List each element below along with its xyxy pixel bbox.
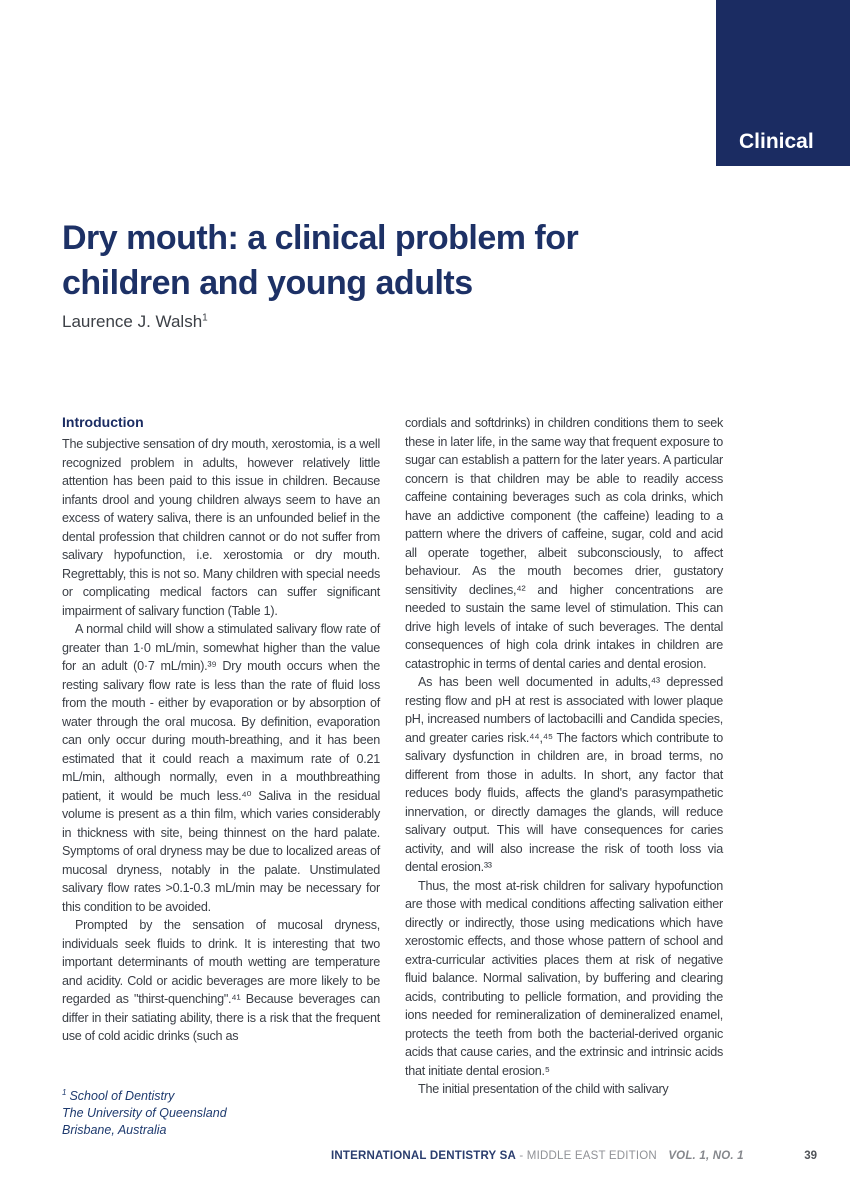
- article-title-line1: Dry mouth: a clinical problem for: [62, 218, 579, 257]
- paragraph: Thus, the most at-risk children for salivary hypofunction are those with medical conditions affecting salivation either directly or indirectly, those using medications which have xerostomic effects, and those whose pattern of school and extra-curricular activities places them at risk of negative fluid balance. Normal salivation, by buffering and clearing acids, contributing to pellicle formation, and providing the ions needed for remineralization of demineralized enamel, protects the teeth from both the bacterial-derived organic acids that cause caries, and the extrinsic and intrinsic acids that initiate dental erosion.⁵: [405, 878, 723, 1078]
- paragraph: The subjective sensation of dry mouth, xerostomia, is a well recognized problem in adults, however relatively little attention has been paid to this issue in children. Because infants drool and young children always seem to have an excess of watery saliva, there is an unfounded belief in the dental profession that children cannot or do not suffer from salivary hypofunction, i.e. xerostomia or dry mouth. Regrettably, this is not so. Many children with special needs or complicating medical factors can suffer significant impairment of salivary function (Table 1).: [62, 437, 380, 618]
- author-byline: [62, 312, 208, 332]
- journal-name: INTERNATIONAL DENTISTRY SA: [331, 1150, 516, 1162]
- left-column: [62, 414, 380, 1099]
- footnote-line: The University of Queensland: [62, 1106, 227, 1121]
- category-tab: [716, 0, 850, 166]
- author-name: Laurence J. Walsh: [62, 312, 203, 331]
- paragraph: Prompted by the sensation of mucosal dryness, individuals seek fluids to drink. It is interesting that two important determinants of mouth wetting are temperature and acidity. Cold or acidic beverages are more likely to be regarded as "thirst-quenching".⁴¹ Because beverages can differ in their satiating ability, there is a risk that the frequent use of cold acidic drinks (such as: [62, 918, 380, 1043]
- right-column: [405, 414, 723, 1099]
- page-number: 39: [804, 1150, 817, 1162]
- footnote-line: Brisbane, Australia: [62, 1123, 167, 1138]
- paragraph: cordials and softdrinks) in children conditions them to seek these in later life, in the same way that frequent exposure to sugar can establish a pattern for the later years. A particular concern is that children may be able to readily access caffeine containing beverages such as cola drinks, which have an addictive component (the caffeine) leading to a pattern where the drivers of caffeine, sugar, cold and acid all operate together, albeit subconsciously, to affect behaviour. As the mouth becomes drier, gustatory sensitivity declines,⁴² and higher concentrations are needed to sustain the same level of stimulation. This can drive high levels of intake of such beverages. The dental consequences of high cola drink intakes in children are catastrophic in terms of dental caries and dental erosion.: [405, 416, 723, 671]
- journal-edition: MIDDLE EAST EDITION: [526, 1150, 657, 1162]
- section-heading-introduction: Introduction: [62, 414, 144, 430]
- footnote-marker: 1: [62, 1088, 67, 1097]
- paragraph: As has been well documented in adults,⁴³ depressed resting flow and pH at rest is associated with lower plaque pH, increased numbers of lactobacilli and Candida species, and greater caries risk.⁴⁴,⁴⁵ The factors which contribute to salivary dysfunction in children are, in broad terms, no different from those in adults. In short, any factor that reduces body fluids, affects the gland's parasympathetic innervation, or directly damages the glands, will reduce salivary output. This will have consequences for caries activity, and will also increase the risk of tooth loss via dental erosion.³³: [405, 675, 723, 874]
- category-label: Clinical: [739, 130, 814, 153]
- footnote-text: School of Dentistry: [69, 1089, 175, 1104]
- author-affiliation-footnote: [62, 1084, 227, 1139]
- footnote-line: [62, 1084, 227, 1105]
- journal-footer: [331, 1150, 744, 1162]
- journal-volume-issue: VOL. 1, NO. 1: [668, 1150, 744, 1162]
- paragraph: The initial presentation of the child with salivary: [418, 1082, 669, 1096]
- article-title: [62, 216, 742, 306]
- paragraph: A normal child will show a stimulated salivary flow rate of greater than 1·0 mL/min, somewhat higher than the value for an adult (0·7 mL/min).³⁹ Dry mouth occurs when the resting salivary flow rate is less than the rate of fluid loss from the mouth - either by evaporation or by absorption of water through the oral mucosa. By definition, evaporation can only occur during mouth-breathing, and it has been estimated that it could reach a maximum rate of 0.21 mL/min, although normally, even in a mouthbreathing patient, it would be much less.⁴⁰ Saliva in the residual volume is present as a thin film, which varies considerably in thickness with site, being thinnest on the hard palate. Symptoms of oral dryness may be due to localized areas of mucosal dryness, notably in the palate. Unstimulated salivary flow rates >0.1-0.3 mL/min may be necessary for this condition to be avoided.: [62, 622, 380, 914]
- article-title-line2: children and young adults: [62, 263, 473, 302]
- footer-separator: -: [519, 1150, 524, 1162]
- article-body: [62, 414, 723, 1099]
- author-affiliation-mark: 1: [202, 312, 208, 324]
